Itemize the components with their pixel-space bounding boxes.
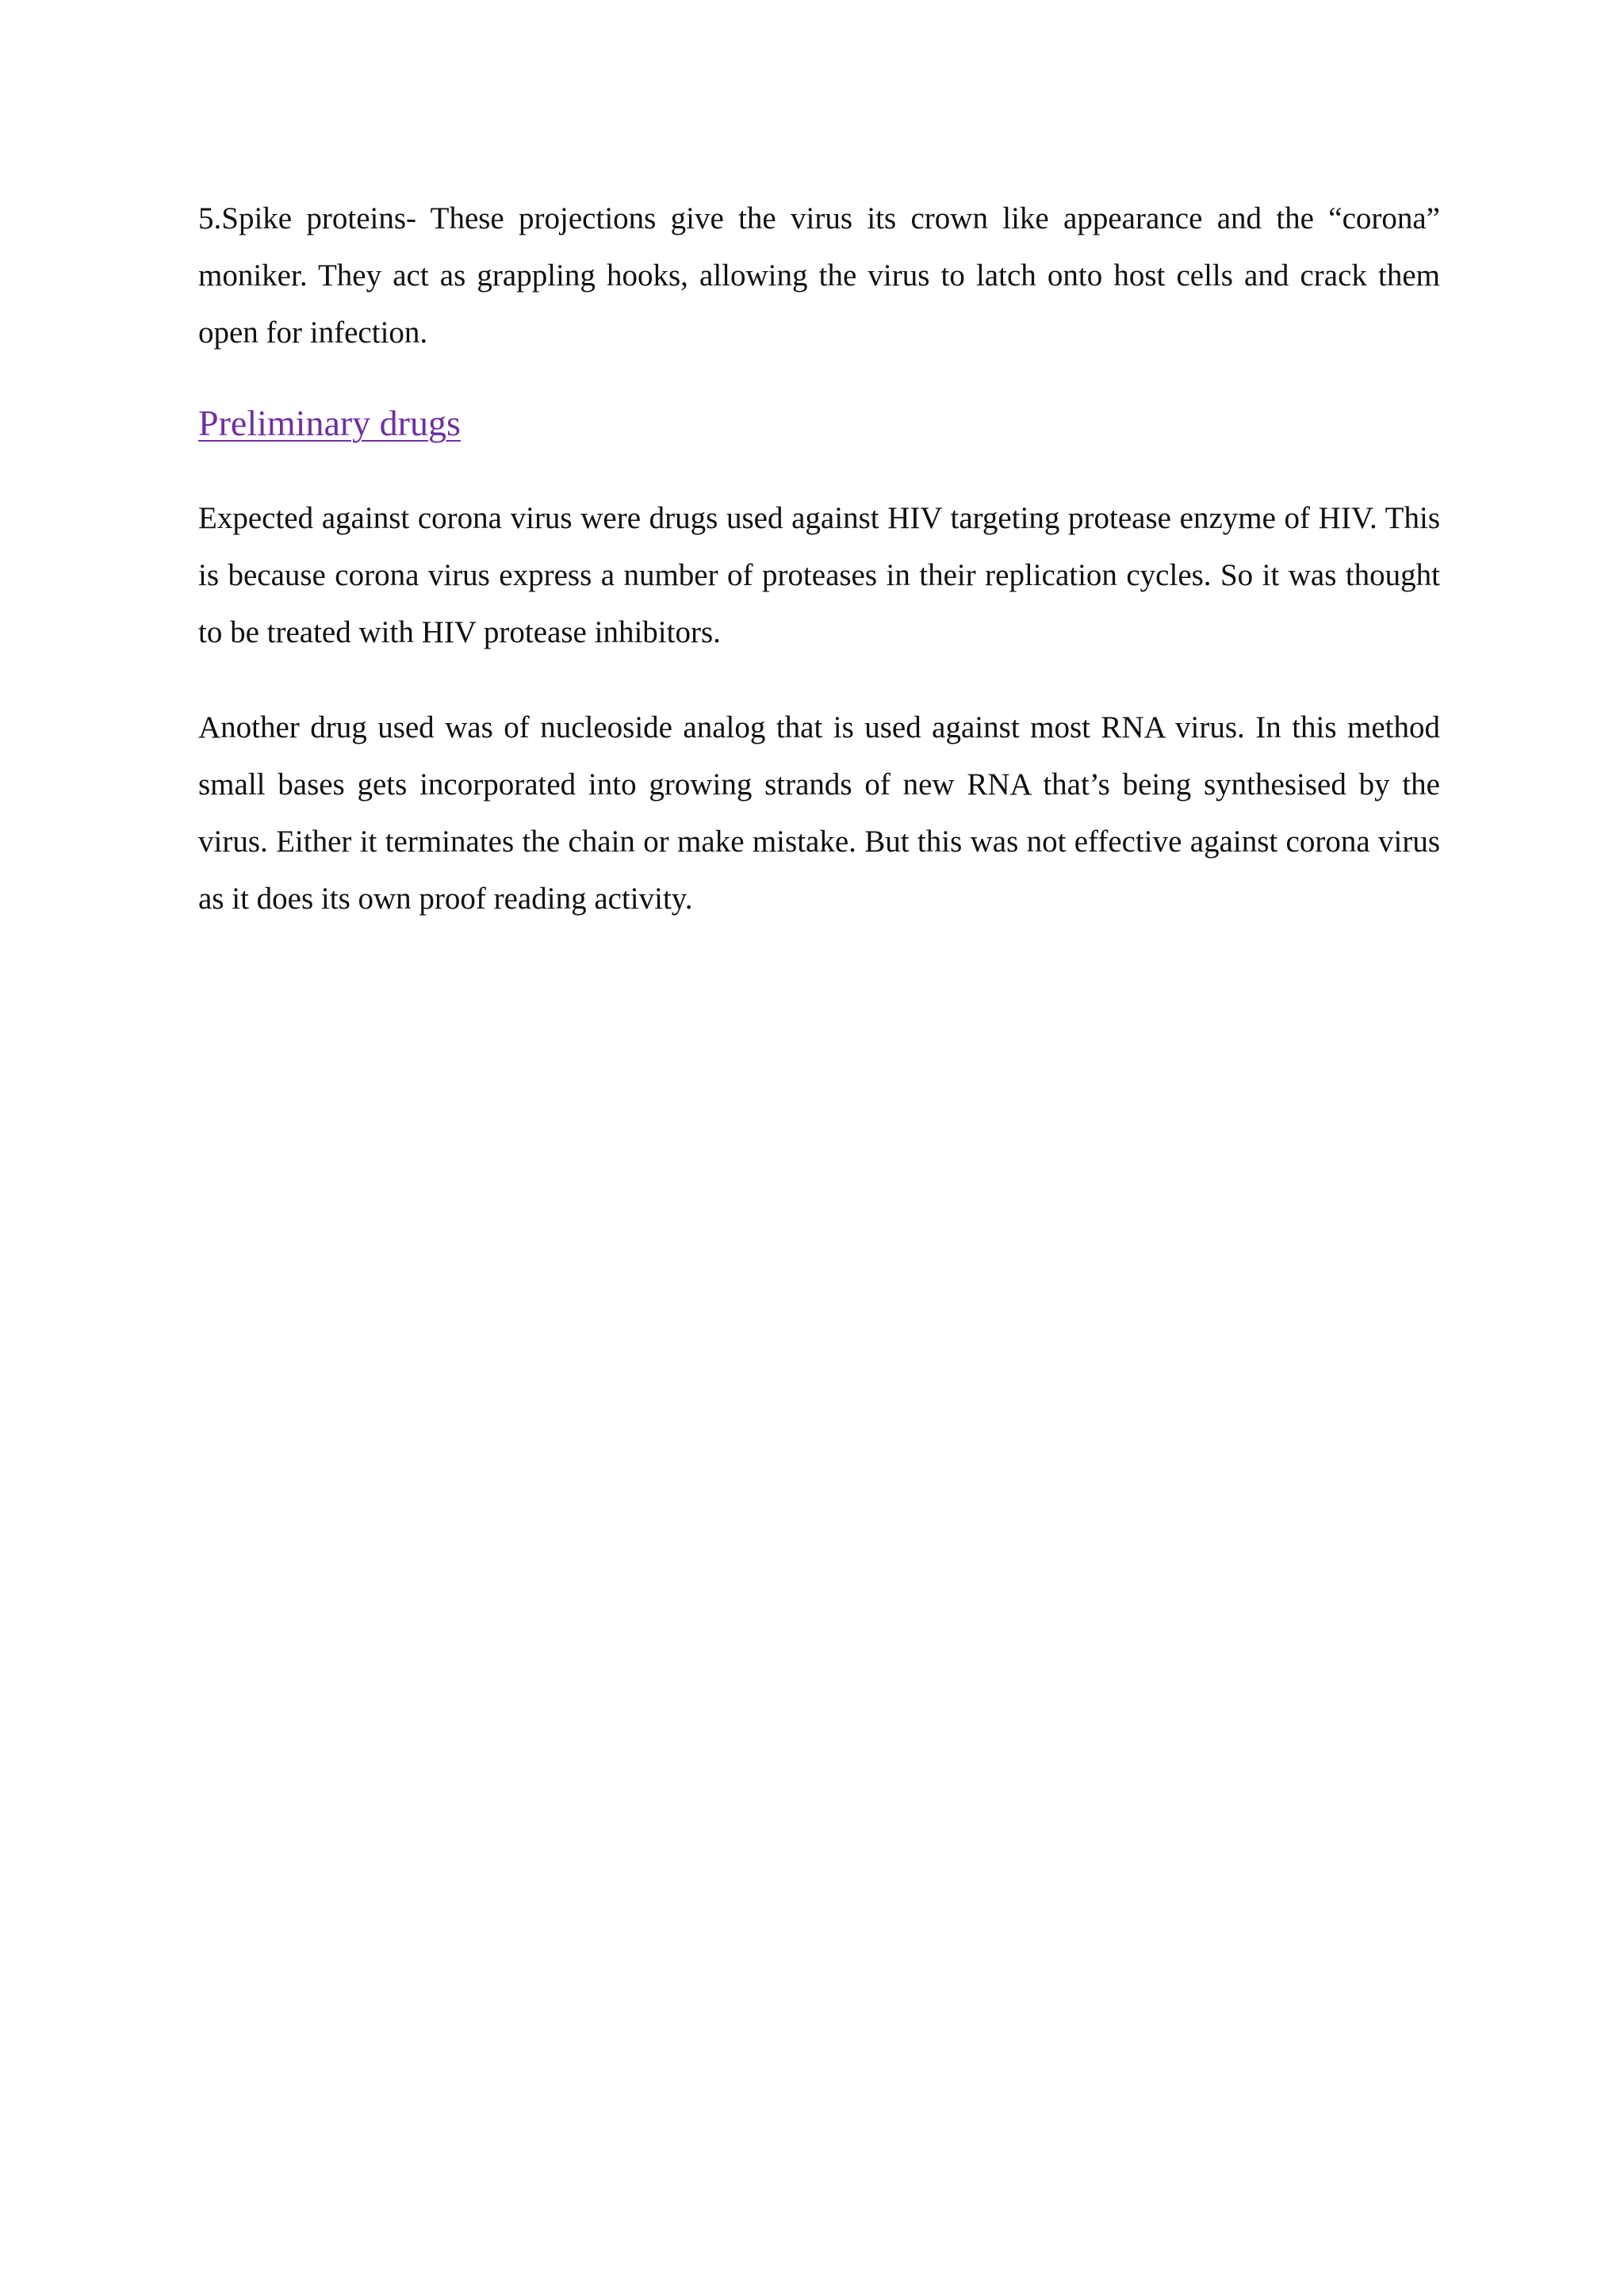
section-heading-preliminary-drugs: Preliminary drugs — [198, 403, 461, 443]
paragraph-nucleoside-analog: Another drug used was of nucleoside analog that is used against most RNA virus. In this method small bases gets incorporated into growing strands of new RNA that’s being synthesised by the virus. Either it terminates the chain or make mistake. But this was not effective against corona virus as it does its own proof reading activity. — [198, 710, 1440, 916]
paragraph-hiv-protease: Expected against corona virus were drugs used against HIV targeting protease enzyme of HIV. This is because corona virus express a number of proteases in their replication cycles. So it was thought to be treated with HIV protease inhibitors. — [198, 501, 1440, 649]
page-content — [198, 190, 1440, 928]
paragraph-spike-proteins: 5.Spike proteins- These projections give the virus its crown like appearance and the “corona” moniker. They act as grappling hooks, allowing the virus to latch onto host cells and crack them open for infection. — [198, 201, 1440, 350]
section-heading-wrapper — [198, 400, 1440, 447]
